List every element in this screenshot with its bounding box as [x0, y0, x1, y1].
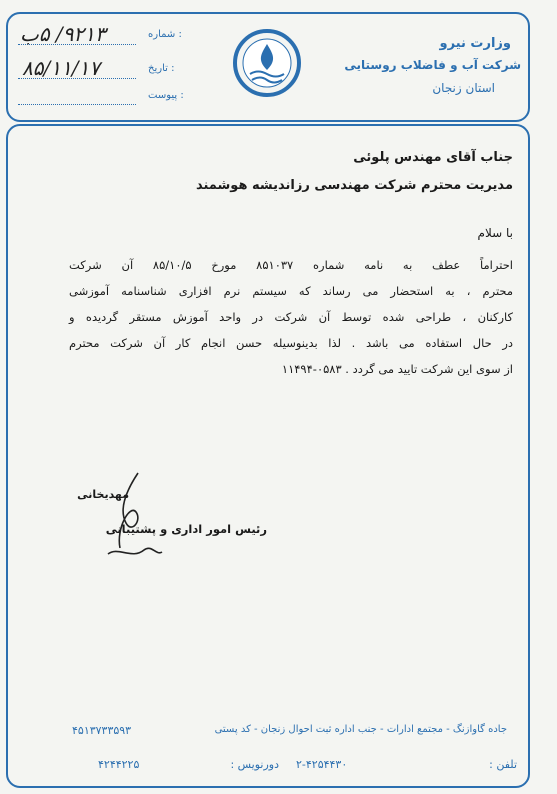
footer-fax-label: دورنویس : — [230, 758, 279, 771]
letter-body-frame — [6, 124, 530, 788]
handwritten-number: ۹۲۱۳/ ۵ب — [20, 22, 106, 46]
province-name: استان زنجان — [432, 81, 495, 95]
footer-postal-code: ۴۵۱۳۷۳۳۵۹۳ — [72, 724, 132, 737]
addressee-name: جناب آقای مهندس پلوئی — [353, 150, 513, 165]
addressee-title: مدیریت محترم شرکت مهندسی رزاندیشه هوشمند — [195, 178, 513, 193]
footer-address: جاده گاوازنگ - مجتمع ادارات - جنب اداره ثبت احوال زنجان - کد پستی — [214, 724, 507, 735]
number-label: شماره : — [148, 29, 182, 40]
handwritten-date: ۸۵/۱۱/۱۷ — [22, 56, 100, 80]
paragraph-line: از سوی این شرکت تایید می گردد . ۰۵۸۳-۱۱۴۹۴ — [281, 362, 513, 376]
footer-phone-label: تلفن : — [489, 758, 517, 771]
ministry-name: وزارت نیرو — [439, 36, 511, 51]
attachment-label: پیوست : — [148, 90, 184, 101]
paragraph-line: محترم ، به استحضار می رساند که سیستم نرم افزاری شناسنامه آموزشی — [69, 284, 513, 298]
attachment-line — [18, 104, 136, 105]
signer-title: رئیس امور اداری و پشتیبانی — [105, 522, 267, 536]
footer-phone: ۲-۴۲۵۴۴۳۰ — [296, 758, 348, 771]
greeting: با سلام — [477, 226, 513, 240]
date-label: تاریخ : — [148, 63, 175, 74]
paragraph-line: در حال استفاده می باشد . لذا بدینوسیله حسن انجام کار آن شرکت محترم — [69, 336, 513, 350]
company-name: شرکت آب و فاضلاب روستایی — [344, 58, 521, 72]
paragraph-line: احتراماً عطف به نامه شماره ۸۵۱۰۳۷ مورخ ۸۵/۱۰/۵ آن شرکت — [69, 258, 513, 272]
signer-name: مهدیخانی — [77, 488, 129, 501]
letter-paragraph — [69, 252, 513, 382]
company-logo — [232, 28, 302, 98]
paragraph-line: کارکنان ، طراحی شده توسط آن شرکت در واحد آموزش مستقر گردیده و — [69, 310, 513, 324]
footer-fax: ۴۲۴۴۲۲۵ — [98, 758, 140, 771]
signature-mark — [98, 468, 168, 568]
